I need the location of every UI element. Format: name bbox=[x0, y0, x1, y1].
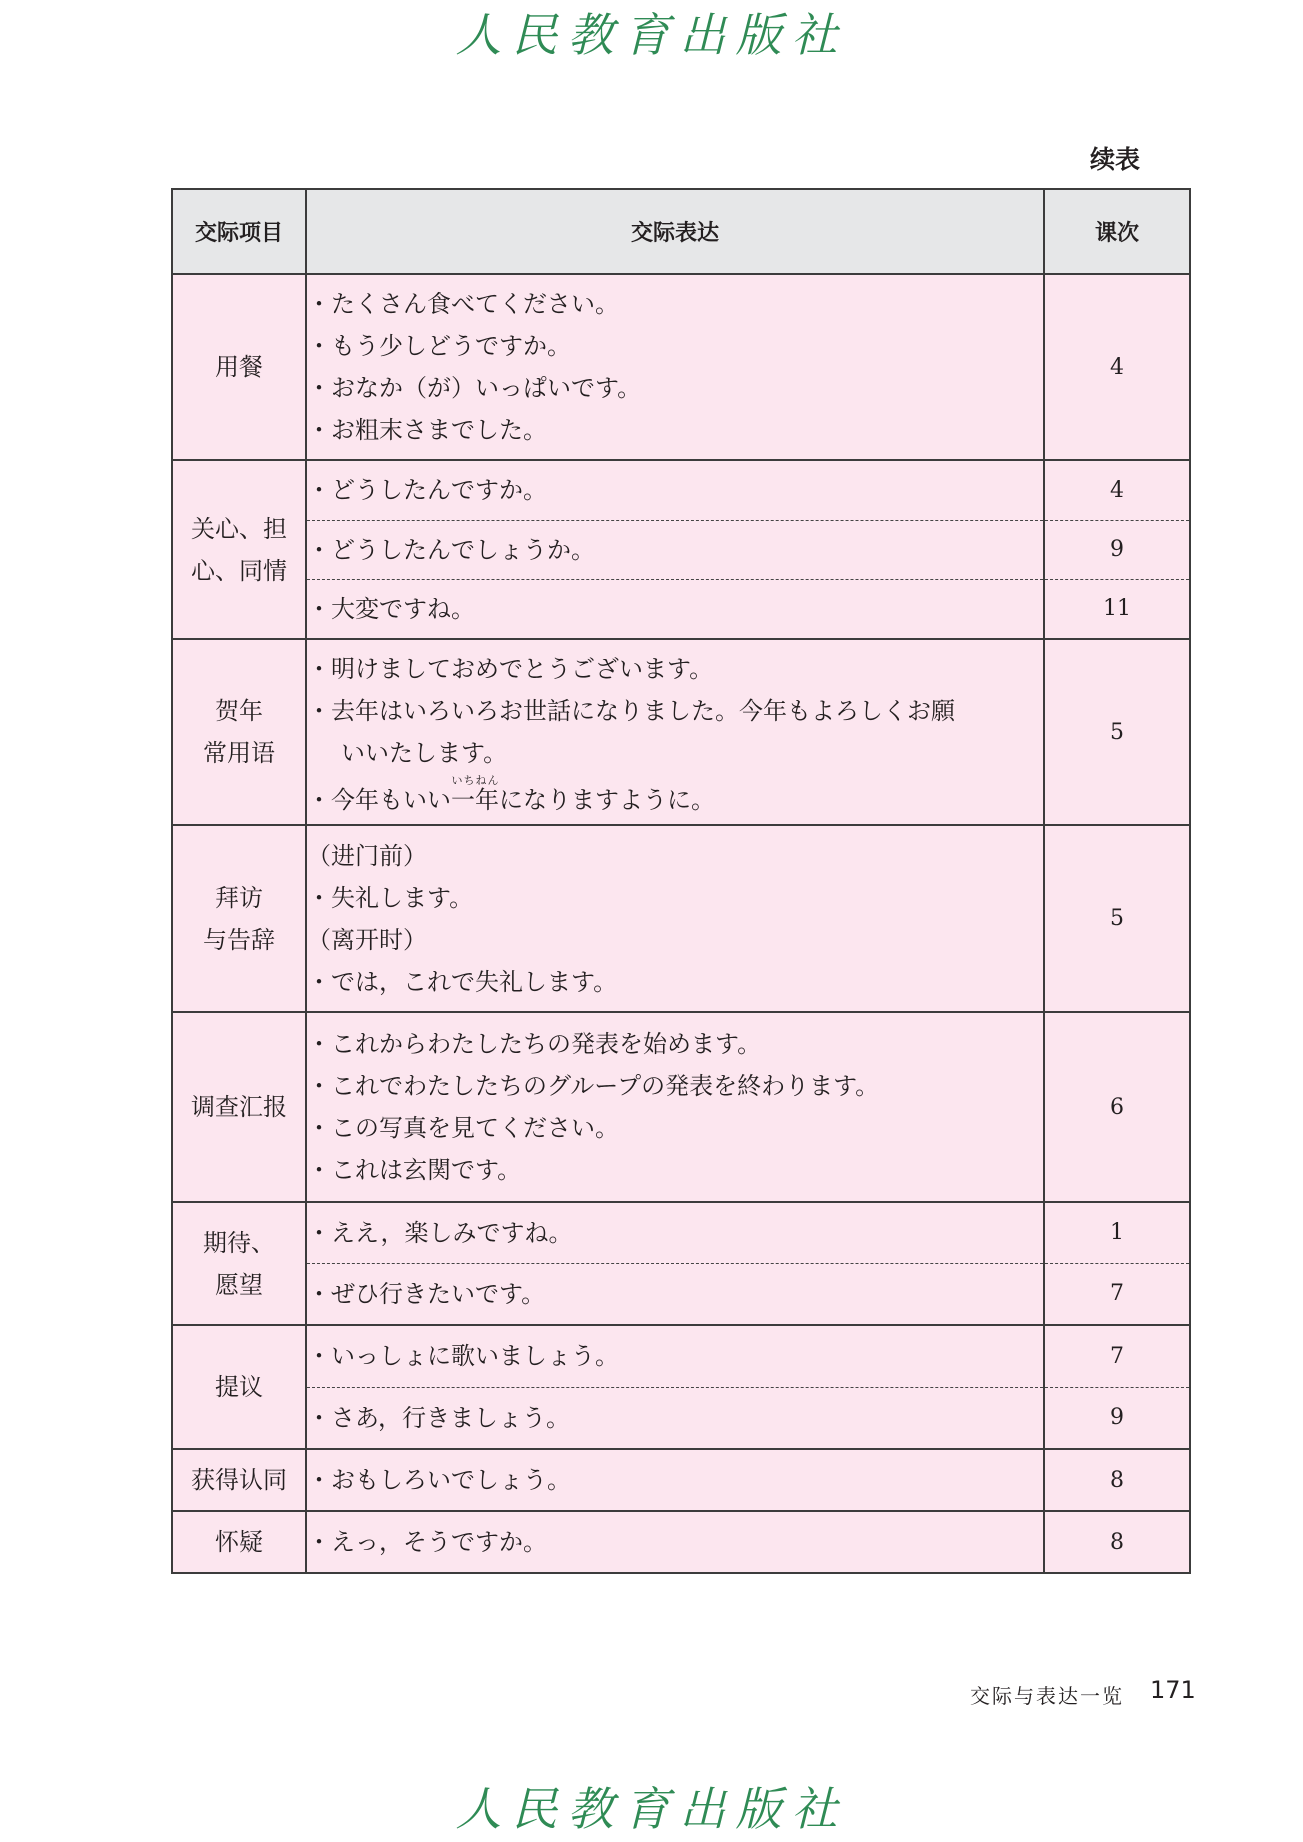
lesson-number: 8 bbox=[1044, 1449, 1190, 1511]
expression-cell bbox=[306, 1511, 1044, 1573]
lesson-number: 11 bbox=[1044, 579, 1190, 639]
expression-cell bbox=[306, 1202, 1044, 1263]
lesson-number: 7 bbox=[1044, 1263, 1190, 1325]
expression-line: いいたします。 bbox=[341, 739, 508, 767]
expression-cell bbox=[306, 1325, 1044, 1387]
category-cell bbox=[172, 1511, 306, 1573]
expression-line: ・お粗末さまでした。 bbox=[307, 416, 547, 444]
table-row bbox=[172, 1325, 1190, 1387]
lesson-number: 9 bbox=[1044, 520, 1190, 579]
table-row bbox=[172, 579, 1190, 639]
expression-line-with-ruby: ・今年もいい一年いちねんになりますように。 bbox=[307, 774, 715, 814]
category-text: 关心、担 bbox=[191, 514, 287, 543]
category-text: 提议 bbox=[215, 1373, 263, 1401]
expression-line: ・さあ，行きましょう。 bbox=[307, 1403, 571, 1432]
expression-line: （进门前） bbox=[307, 841, 427, 870]
expression-cell bbox=[306, 460, 1044, 520]
category-text: 用餐 bbox=[215, 353, 263, 381]
column-header-lesson: 课次 bbox=[1044, 189, 1190, 274]
expression-line: ・では，これで失礼します。 bbox=[307, 967, 618, 996]
expression-line: ・これでわたしたちのグループの発表を終わります。 bbox=[307, 1072, 880, 1100]
publisher-logo-bottom: 人民教育出版社 bbox=[455, 1782, 848, 1836]
lesson-number: 8 bbox=[1044, 1511, 1190, 1573]
expression-line: ・おなか（が）いっぱいです。 bbox=[307, 374, 642, 402]
footer-title: 交际与表达一览 bbox=[970, 1684, 1124, 1708]
lesson-number: 4 bbox=[1044, 274, 1190, 460]
expression-cell bbox=[306, 1263, 1044, 1325]
expression-cell bbox=[306, 579, 1044, 639]
category-text: 愿望 bbox=[215, 1270, 263, 1299]
table-row bbox=[172, 520, 1190, 579]
expression-line: ・明けましておめでとうございます。 bbox=[307, 655, 714, 683]
column-header-expression: 交际表达 bbox=[306, 189, 1044, 274]
column-header-category: 交际项目 bbox=[172, 189, 306, 274]
table-row bbox=[172, 825, 1190, 1012]
category-text: 贺年 bbox=[215, 697, 263, 725]
table-header-row bbox=[172, 189, 1190, 274]
expression-line: ・ぜひ行きたいです。 bbox=[307, 1279, 546, 1308]
expression-line: （离开时） bbox=[307, 925, 427, 954]
expression-cell bbox=[306, 1012, 1044, 1202]
expression-line: ・どうしたんですか。 bbox=[307, 476, 547, 505]
category-cell bbox=[172, 1202, 306, 1325]
category-text: 调查汇报 bbox=[191, 1093, 287, 1121]
category-cell bbox=[172, 639, 306, 825]
expression-line: ・もう少しどうですか。 bbox=[307, 332, 571, 360]
expression-line: ・えっ，そうですか。 bbox=[307, 1528, 547, 1556]
lesson-number: 9 bbox=[1044, 1387, 1190, 1449]
expression-cell bbox=[306, 520, 1044, 579]
expression-line: ・大変ですね。 bbox=[307, 594, 475, 623]
lesson-number: 6 bbox=[1044, 1012, 1190, 1202]
table-row bbox=[172, 1387, 1190, 1449]
lesson-number: 5 bbox=[1044, 825, 1190, 1012]
table-row bbox=[172, 1263, 1190, 1325]
table-row bbox=[172, 1511, 1190, 1573]
category-cell bbox=[172, 274, 306, 460]
expression-cell bbox=[306, 639, 1044, 825]
category-cell bbox=[172, 1449, 306, 1511]
expression-line: ・どうしたんでしょうか。 bbox=[307, 535, 595, 564]
continued-label: 续表 bbox=[1090, 145, 1141, 174]
category-cell bbox=[172, 460, 306, 639]
category-text: 拜访 bbox=[215, 883, 263, 912]
lesson-number: 5 bbox=[1044, 639, 1190, 825]
publisher-logo: 人民教育出版社 bbox=[455, 8, 848, 62]
expression-cell bbox=[306, 1387, 1044, 1449]
expression-line: ・この写真を見てください。 bbox=[307, 1114, 619, 1142]
expression-line: ・去年はいろいろお世話になりました。今年もよろしくお願 bbox=[307, 697, 955, 725]
category-text: 获得认同 bbox=[191, 1466, 287, 1494]
expression-line: ・ええ，楽しみですね。 bbox=[307, 1218, 573, 1247]
category-cell bbox=[172, 1012, 306, 1202]
table-row bbox=[172, 460, 1190, 520]
table-row bbox=[172, 1449, 1190, 1511]
expression-line: ・おもしろいでしょう。 bbox=[307, 1466, 571, 1494]
lesson-number: 1 bbox=[1044, 1202, 1190, 1263]
category-cell bbox=[172, 825, 306, 1012]
expression-line: ・失礼します。 bbox=[307, 883, 474, 912]
lesson-number: 4 bbox=[1044, 460, 1190, 520]
expression-line: ・これからわたしたちの発表を始めます。 bbox=[307, 1030, 762, 1058]
expression-line: ・いっしょに歌いましょう。 bbox=[307, 1342, 619, 1371]
table-row bbox=[172, 1012, 1190, 1202]
category-cell bbox=[172, 1325, 306, 1449]
table-row bbox=[172, 274, 1190, 460]
expression-cell bbox=[306, 274, 1044, 460]
table-row bbox=[172, 639, 1190, 825]
table-row bbox=[172, 1202, 1190, 1263]
expression-cell bbox=[306, 825, 1044, 1012]
category-text: 与告辞 bbox=[203, 925, 275, 954]
expression-line: ・これは玄関です。 bbox=[307, 1156, 522, 1184]
expression-line: ・たくさん食べてください。 bbox=[307, 290, 619, 318]
category-text: 心、同情 bbox=[191, 556, 287, 585]
expression-cell bbox=[306, 1449, 1044, 1511]
page-number: 171 bbox=[1150, 1676, 1196, 1704]
category-text: 怀疑 bbox=[215, 1528, 263, 1556]
lesson-number: 7 bbox=[1044, 1325, 1190, 1387]
communication-table bbox=[171, 188, 1191, 1574]
category-text: 期待、 bbox=[203, 1228, 275, 1257]
category-text: 常用语 bbox=[203, 739, 275, 767]
